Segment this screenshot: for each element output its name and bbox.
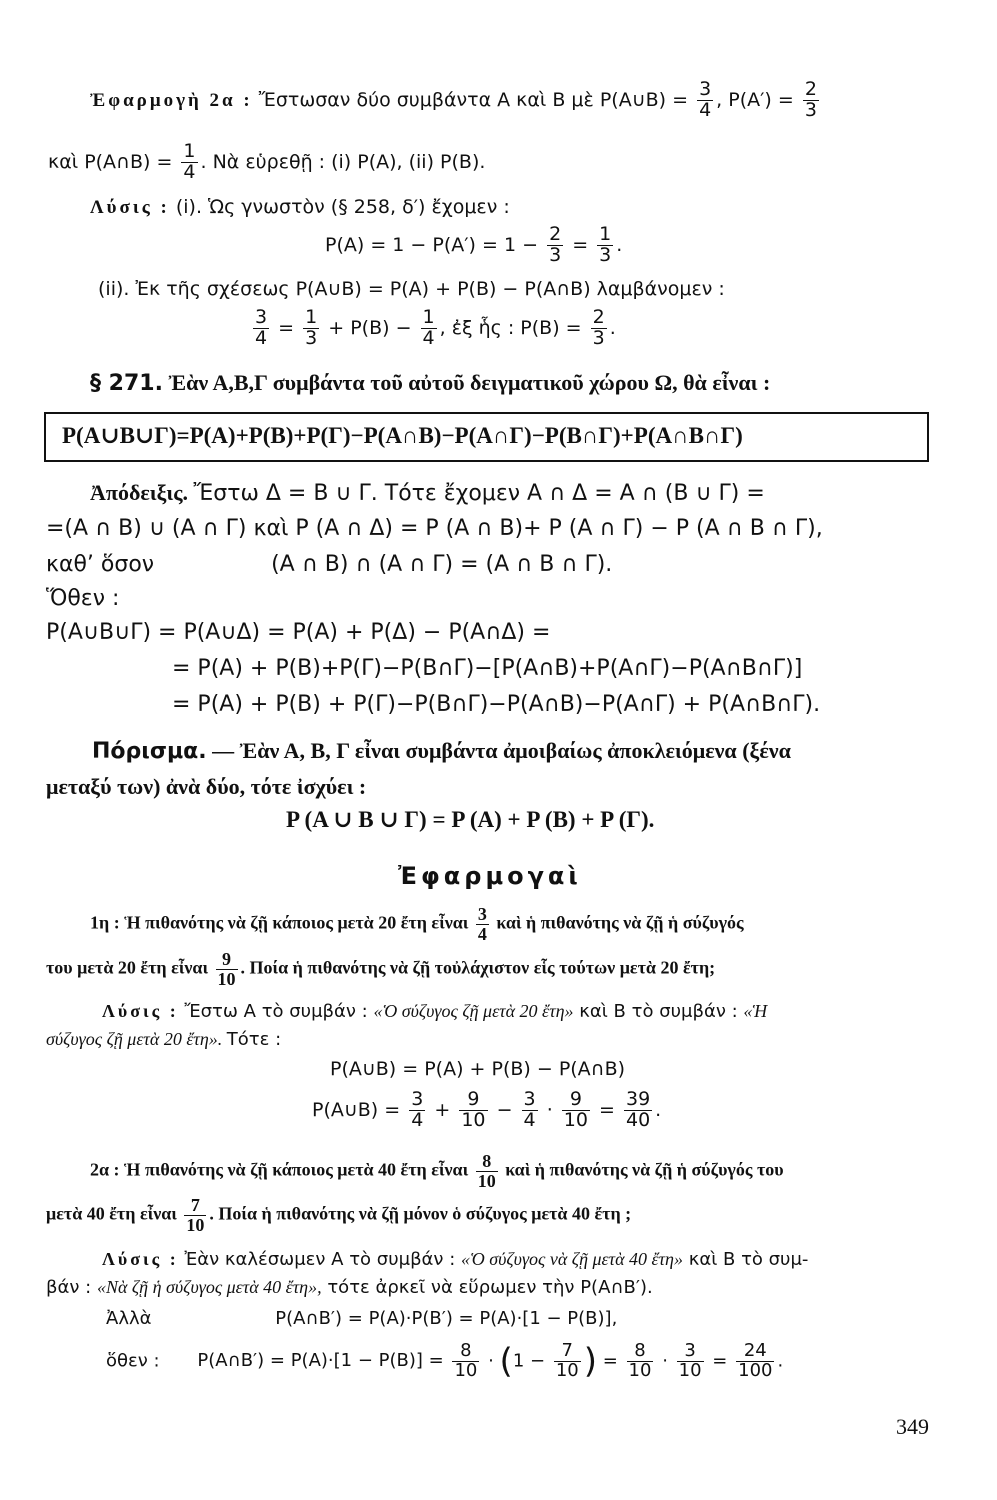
proof-line3: καθ’ ὅσον (Α ∩ Β) ∩ (Α ∩ Γ) = (Α ∩ Β ∩ Γ). <box>46 552 613 577</box>
fraction: $\frac{24}{100}$ <box>738 1340 773 1381</box>
fraction: $\frac{3}{4}$ <box>523 1088 536 1131</box>
app1-equation1: Ρ(Α∪Β) = Ρ(Α) + Ρ(Β) − Ρ(Α∩Β) <box>330 1058 626 1080</box>
app2-solution-line2: βάν : «Νὰ ζῇ ἡ σύζυγος μετὰ 40 ἔτη», τότε ἀρκεῖ νὰ εὕρωμεν τὴν Ρ(Α∩Β′). <box>46 1277 653 1298</box>
app2-problem-line1: 2α : Ἡ πιθανότης νὰ ζῇ κάποιος μετὰ 40 ἔτη εἶναι $\frac{8}{10}$ καὶ ἡ πιθανότης νὰ ζῇ ἡ σύζυγός του <box>90 1151 784 1191</box>
application-2a-line2: καὶ Ρ(Α∩Β) = $\frac{1}{4}$ . Νὰ εὑρεθῇ : (i) Ρ(Α), (ii) Ρ(Β). <box>48 140 486 183</box>
porism-line1: Πόρισμα. — Ἐὰν Α, Β, Γ εἶναι συμβάντα ἀμοιβαίως ἀποκλειόμενα (ξένα <box>92 738 791 764</box>
proof-line7: = Ρ(Α) + Ρ(Β) + Ρ(Γ)−Ρ(Β∩Γ)−Ρ(Α∩Β)−Ρ(Α∩Γ) + Ρ(Α∩Β∩Γ). <box>172 692 821 717</box>
porism-formula: Ρ (Α ∪ Β ∪ Γ) = Ρ (Α) + Ρ (Β) + Ρ (Γ). <box>286 807 655 832</box>
app1-solution-line2: σύζυγος ζῇ μετὰ 20 ἔτη». Τότε : <box>46 1029 282 1050</box>
proof-line1: Ἀπόδειξις. Ἔστω Δ = Β ∪ Γ. Τότε ἔχομεν Α ∩ Δ = Α ∩ (Β ∪ Γ) = <box>90 480 765 506</box>
fraction: $\frac{3}{4}$ <box>255 306 268 349</box>
fraction: $\frac{2}{3}$ <box>549 223 562 266</box>
applications-heading: Ἐφαρμογαὶ <box>398 862 582 890</box>
app2-final-equation: ὅθεν : Ρ(Α∩Β′) = Ρ(Α)·[1 − Ρ(Β)] = $\frac{8}{10}$ · (1 − $\frac{7}{10}$ ) = $\frac{8}{10}$ · $\frac{3}{10}$ = $\frac{24}{100}$ . <box>106 1340 784 1382</box>
app1-solution-line1: Λύσις : Ἔστω Α τὸ συμβάν : «Ὁ σύζυγος ζῇ μετὰ 20 ἔτη» καὶ Β τὸ συμβάν : «Ἡ <box>102 1001 768 1022</box>
fraction: $\frac{8}{10}$ <box>477 1151 496 1191</box>
fraction: $\frac{3}{4}$ <box>411 1088 424 1131</box>
porism-line2: μεταξύ των) ἀνὰ δύο, τότε ἰσχύει : <box>46 774 367 799</box>
fraction: $\frac{3}{4}$ <box>699 78 712 121</box>
application-2a-line1: Ἐφαρμογὴ 2α : Ἔστωσαν δύο συμβάντα Α καὶ Β μὲ Ρ(Α∪Β) = $\frac{3}{4}$ , P(A′) = $\frac{2}{3}$ <box>90 78 817 121</box>
equation-pb: $\frac{3}{4}$ = $\frac{1}{3}$ + Ρ(Β) − $\frac{1}{4}$ , ἐξ ἧς : Ρ(Β) = $\frac{2}{3}$ . <box>255 306 616 349</box>
fraction: $\frac{39}{40}$ <box>625 1088 651 1131</box>
fraction: $\frac{8}{10}$ <box>628 1340 652 1381</box>
section-271-heading: § 271. Ἐὰν Α,Β,Γ συμβάντα τοῦ αὐτοῦ δειγματικοῦ χώρου Ω, θὰ εἶναι : <box>90 370 771 396</box>
solution-i-line: Λύσις : (i). Ὡς γνωστὸν (§ 258, δ′) ἔχομεν : <box>90 196 510 218</box>
page-number: 349 <box>896 1414 929 1439</box>
fraction: $\frac{8}{10}$ <box>454 1340 478 1381</box>
app1-problem-line2: του μετὰ 20 ἔτη εἶναι $\frac{9}{10}$ . Ποία ἡ πιθανότης νὰ ζῇ τοὐλάχιστον εἷς τούτων μετὰ 20 ἔτη; <box>46 949 716 989</box>
app2-problem-line2: μετὰ 40 ἔτη εἶναι $\frac{7}{10}$ . Ποία ἡ πιθανότης νὰ ζῇ μόνον ὁ σύζυγος μετὰ 40 ἔτη ; <box>46 1195 632 1235</box>
fraction: $\frac{1}{4}$ <box>422 306 435 349</box>
solution-ii-line: (ii). Ἐκ τῆς σχέσεως Ρ(Α∪Β) = Ρ(Α) + Ρ(Β) − Ρ(Α∩Β) λαμβάνομεν : <box>98 278 725 300</box>
app2-alla-line: Ἀλλὰ Ρ(Α∩Β′) = Ρ(Α)·Ρ(Β′) = Ρ(Α)·[1 − Ρ(Β)], <box>106 1308 618 1329</box>
proof-line6: = Ρ(Α) + Ρ(Β)+Ρ(Γ)−Ρ(Β∩Γ)−[Ρ(Α∩Β)+Ρ(Α∩Γ)−Ρ(Α∩Β∩Γ)] <box>172 656 803 681</box>
proof-line2: =(Α ∩ Β) ∪ (Α ∩ Γ) καὶ Ρ (Α ∩ Δ) = Ρ (Α ∩ Β)+ Ρ (Α ∩ Γ) − Ρ (Α ∩ Β ∩ Γ), <box>46 516 823 541</box>
proof-line5: Ρ(Α∪Β∪Γ) = Ρ(Α∪Δ) = Ρ(Α) + Ρ(Δ) − Ρ(Α∩Δ) = <box>46 620 551 645</box>
fraction: $\frac{9}{10}$ <box>461 1088 486 1131</box>
fraction: $\frac{7}{10}$ <box>186 1195 205 1235</box>
inclusion-exclusion-formula: Ρ(Α∪Β∪Γ)=Ρ(Α)+Ρ(Β)+Ρ(Γ)−Ρ(Α∩Β)−Ρ(Α∩Γ)−Ρ(Β∩Γ)+Ρ(Α∩Β∩Γ) <box>62 423 743 448</box>
fraction: $\frac{7}{10}$ <box>555 1340 579 1381</box>
app1-equation2: Ρ(Α∪Β) = $\frac{3}{4}$ + $\frac{9}{10}$ − $\frac{3}{4}$ · $\frac{9}{10}$ = $\frac{39}{40}$ . <box>312 1088 662 1131</box>
fraction: $\frac{1}{4}$ <box>183 140 196 183</box>
equation-pa: Ρ(Α) = 1 − Ρ(Α′) = 1 − $\frac{2}{3}$ = $\frac{1}{3}$ . <box>325 223 623 266</box>
fraction: $\frac{3}{10}$ <box>678 1340 702 1381</box>
fraction: $\frac{9}{10}$ <box>217 949 236 989</box>
fraction: $\frac{2}{3}$ <box>592 306 605 349</box>
fraction: $\frac{3}{4}$ <box>477 904 487 944</box>
app1-problem-line1: 1η : Ἡ πιθανότης νὰ ζῇ κάποιος μετὰ 20 ἔτη εἶναι $\frac{3}{4}$ καὶ ἡ πιθανότης νὰ ζῇ ἡ σύζυγός <box>90 904 744 944</box>
fraction: $\frac{1}{3}$ <box>305 306 318 349</box>
proof-line4: Ὅθεν : <box>46 586 120 611</box>
fraction: $\frac{1}{3}$ <box>599 223 612 266</box>
fraction: $\frac{9}{10}$ <box>563 1088 588 1131</box>
app2-solution-line1: Λύσις : Ἐὰν καλέσωμεν Α τὸ συμβάν : «Ὁ σύζυγος νὰ ζῇ μετὰ 40 ἔτη» καὶ Β τὸ συμ- <box>102 1249 809 1270</box>
fraction: $\frac{2}{3}$ <box>804 78 817 121</box>
